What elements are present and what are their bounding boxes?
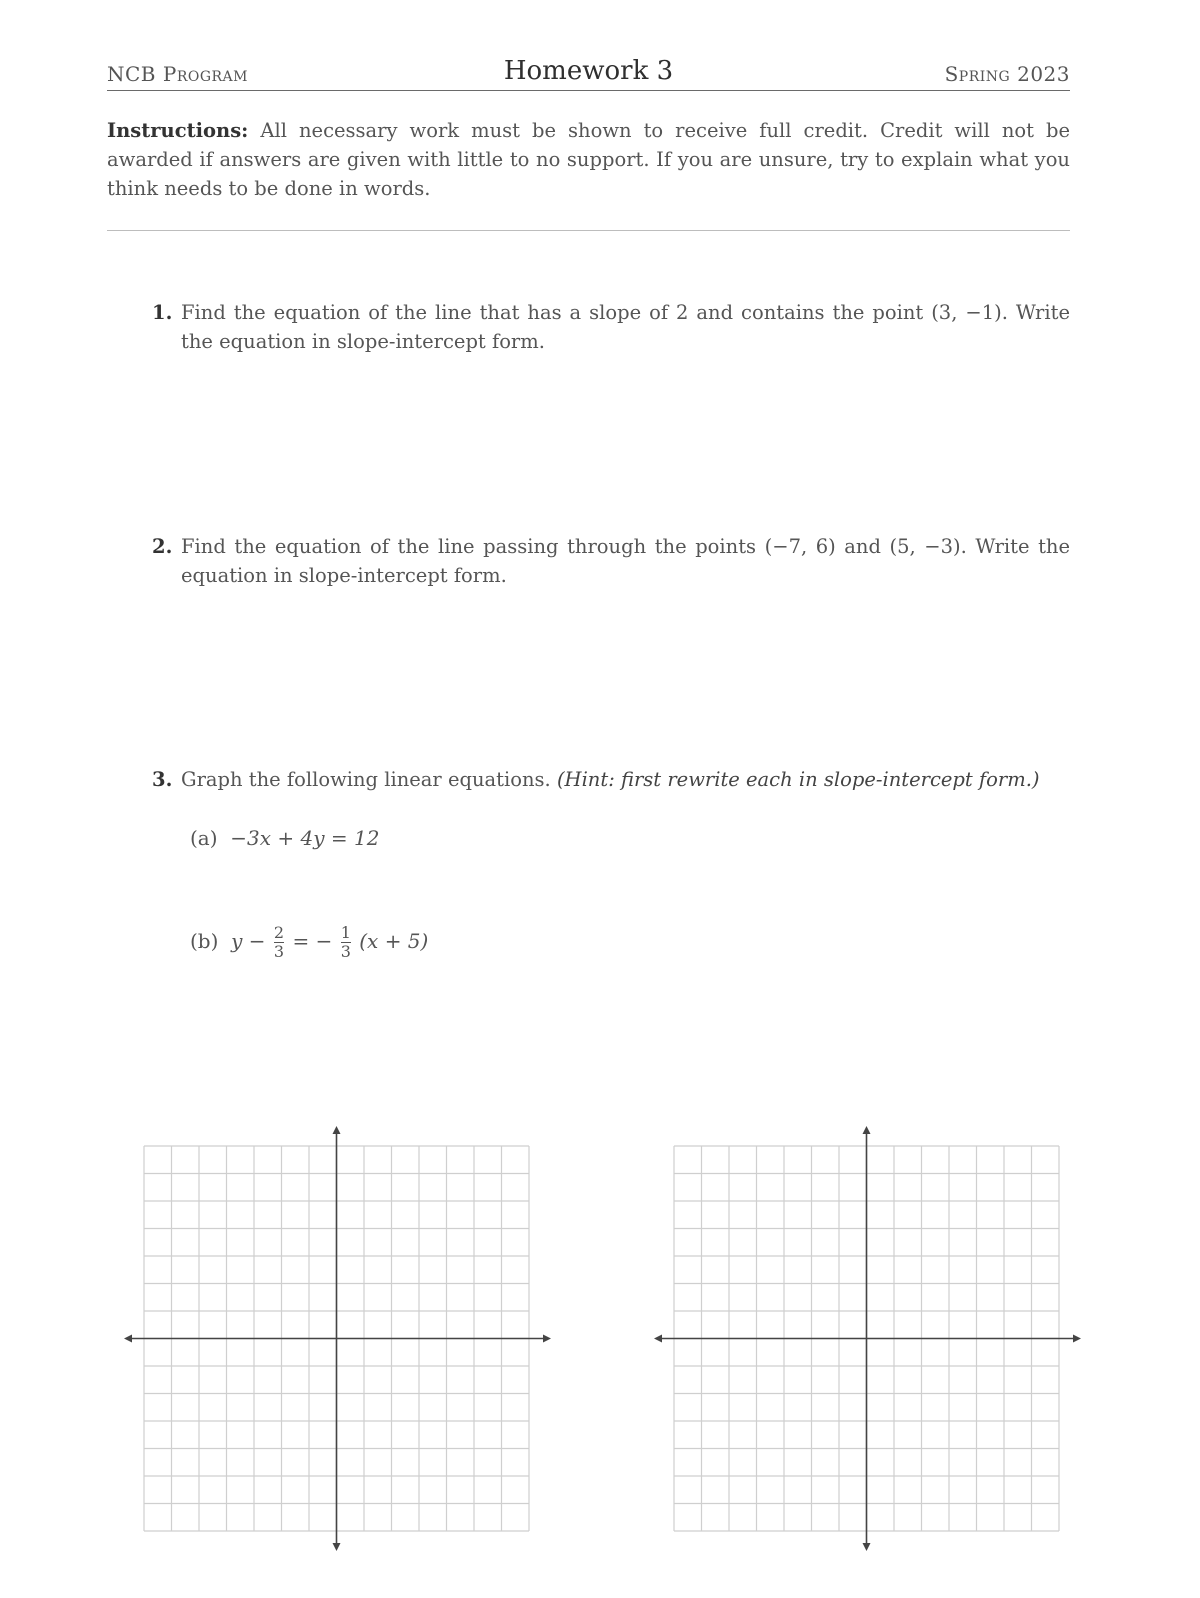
problem-hint: (Hint: first rewrite each in slope-intercept form.) [556, 768, 1040, 791]
equation-b-lhs: y − [231, 929, 266, 953]
page-title: Homework 3 [503, 56, 674, 86]
fraction-one-third [341, 924, 351, 961]
problem-number: 2. [152, 535, 173, 558]
instructions [107, 116, 1070, 203]
problem-text: Find the equation of the line passing through the points (−7, 6) and (5, −3). Write the equation in slope-intercept form. [181, 535, 1070, 587]
program-name: NCB Program [107, 62, 249, 86]
x-axis-arrow-left-icon [124, 1335, 132, 1343]
instructions-label: Instructions: [107, 119, 249, 142]
y-axis-arrow-up-icon [333, 1126, 341, 1134]
fraction-two-thirds [274, 924, 284, 961]
part-a [190, 826, 379, 850]
problem-number: 3. [152, 768, 173, 791]
y-axis-arrow-down-icon [863, 1543, 871, 1551]
y-axis-arrow-down-icon [333, 1543, 341, 1551]
graph-grid-b[interactable] [650, 1120, 1090, 1580]
problem-3 [152, 765, 1070, 794]
graph-grid-a[interactable] [120, 1120, 560, 1580]
problem-2 [152, 532, 1070, 590]
denominator: 3 [273, 942, 285, 961]
part-label: (b) [190, 929, 219, 953]
term: Spring 2023 [944, 62, 1070, 86]
instructions-text: All necessary work must be shown to receive full credit. Credit will not be awarded if answers are given with little to no support. If you are unsure, try to explain what you think needs to be done in words. [107, 119, 1070, 200]
equals-minus: = − [292, 929, 333, 953]
denominator: 3 [340, 942, 351, 961]
part-b [190, 924, 428, 961]
divider [107, 230, 1070, 231]
numerator: 1 [340, 923, 351, 942]
equation-a: −3x + 4y = 12 [230, 826, 380, 850]
problem-1 [152, 298, 1070, 356]
page-header [107, 56, 1070, 91]
y-axis-arrow-up-icon [863, 1126, 871, 1134]
problem-number: 1. [152, 301, 173, 324]
problem-text: Graph the following linear equations. [181, 768, 551, 791]
x-axis-arrow-right-icon [1073, 1335, 1081, 1343]
numerator: 2 [273, 923, 285, 942]
part-label: (a) [190, 826, 218, 850]
x-axis-arrow-right-icon [543, 1335, 551, 1343]
x-axis-arrow-left-icon [654, 1335, 662, 1343]
equation-b-rhs: (x + 5) [359, 929, 429, 953]
problem-text: Find the equation of the line that has a slope of 2 and contains the point (3, −1). Write the equation in slope-intercept form. [181, 301, 1070, 353]
